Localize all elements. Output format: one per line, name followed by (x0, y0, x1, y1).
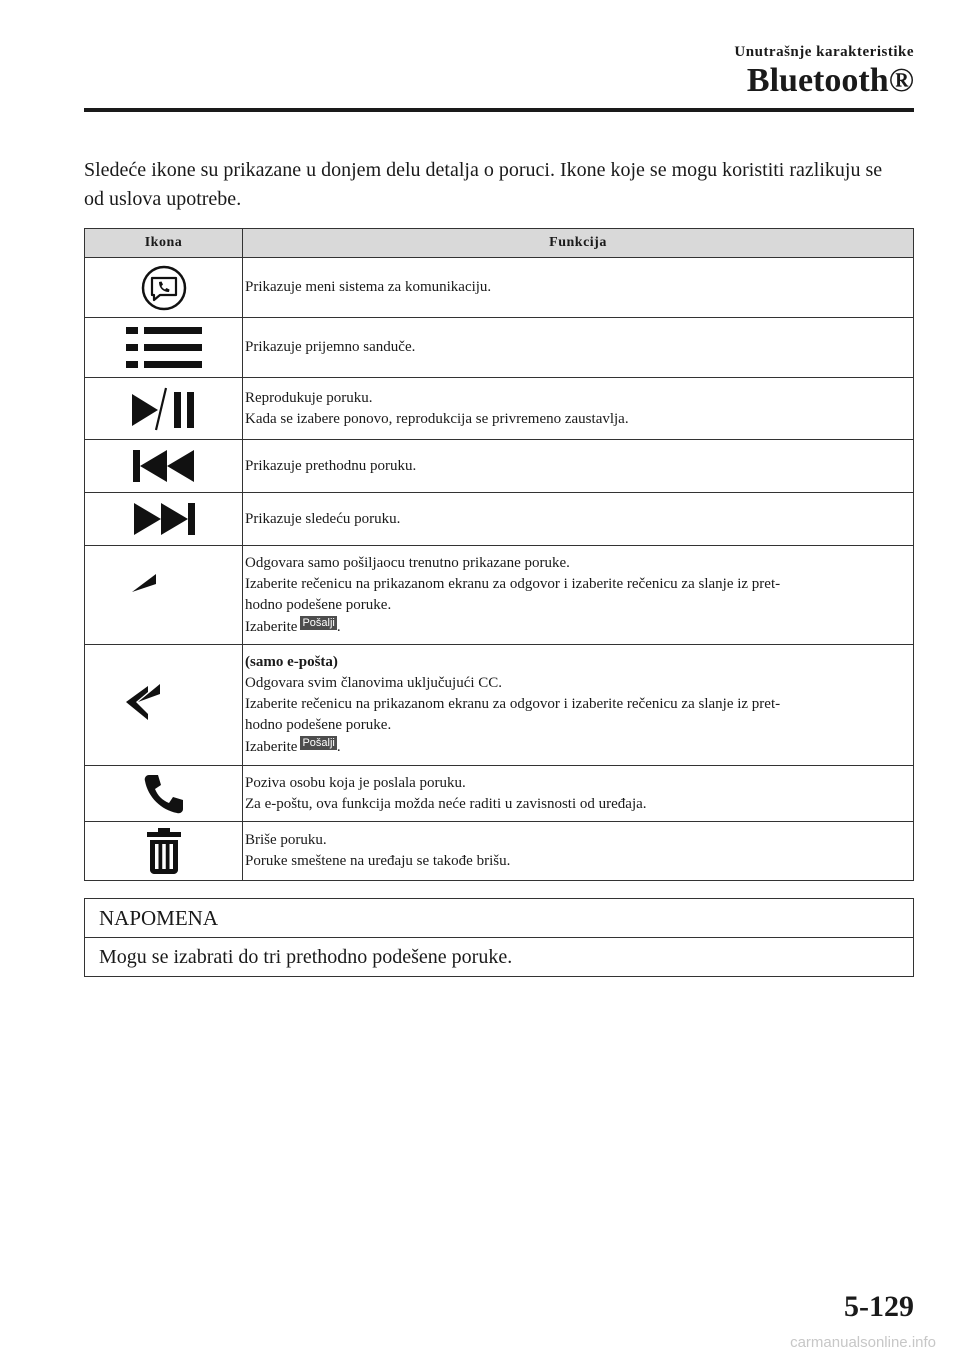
previous-icon (85, 446, 242, 486)
function-text: Reprodukuje poruku. (245, 389, 373, 406)
select-prefix: Izaberite (245, 739, 298, 755)
function-text: Prikazuje meni sistema za komunikaciju. (245, 279, 492, 295)
section-label: Unutrašnje karakteristike (734, 44, 914, 60)
page-title: Bluetooth® (746, 62, 914, 99)
page-number: 5-129 (844, 1290, 914, 1323)
function-text: hodno podešene poruke. (245, 596, 392, 613)
column-header-function: Funkcija (243, 229, 914, 258)
table-row (85, 258, 914, 318)
table-cell-icon (85, 645, 243, 766)
function-text: Odgovara samo pošiljaocu trenutno prikazane poruke. (245, 554, 570, 571)
table-cell-icon (85, 318, 243, 378)
table-cell-icon (85, 493, 243, 546)
function-text: hodno podešene poruke. (245, 717, 392, 733)
table-row (85, 766, 914, 822)
function-text: Prikazuje prijemno sanduče. (245, 339, 416, 355)
select-suffix: . (336, 739, 341, 755)
note-box (84, 898, 914, 977)
intro-paragraph: Sledeće ikone su prikazane u donjem delu detalja o poruci. Ikone koje se mogu koristiti razlikuju se od uslova upotrebe. (84, 159, 883, 210)
header-divider (84, 108, 914, 112)
note-title: NAPOMENA (85, 899, 913, 938)
function-text: Za e-poštu, ova funkcija možda neće raditi u zavisnosti od uređaja. (245, 795, 647, 812)
table-cell-function (243, 378, 914, 440)
next-icon (85, 499, 242, 539)
function-text: Odgovara svim članovima uključujući CC. (245, 675, 503, 691)
reply-all-icon (85, 680, 242, 730)
function-text: Briše poruku. (245, 832, 327, 848)
table-cell-function (243, 258, 914, 318)
table-cell-function (243, 645, 914, 766)
note-body: Mogu se izabrati do tri prethodno podešene poruke. (99, 946, 513, 968)
function-text: Kada se izabere ponovo, reprodukcija se privremeno zaustavlja. (245, 410, 629, 427)
column-header-icon: Ikona (85, 229, 243, 258)
function-text: Prikazuje prethodnu poruku. (245, 457, 417, 474)
table-cell-icon (85, 258, 243, 318)
table-header-row (85, 229, 914, 258)
select-prefix: Izaberite (245, 618, 298, 635)
communication-menu-icon (85, 264, 242, 312)
table-cell-function (243, 822, 914, 881)
function-text: Poziva osobu koja je poslala poruku. (245, 774, 466, 791)
watermark: carmanualsonline.info (790, 1334, 936, 1351)
select-instruction (245, 616, 907, 638)
table-cell-function (243, 546, 914, 645)
table-row (85, 318, 914, 378)
select-suffix: . (336, 618, 341, 635)
table-cell-icon (85, 766, 243, 822)
table-cell-function (243, 440, 914, 493)
function-text: Izaberite rečenicu na prikazanom ekranu za odgovor i izaberite rečenicu za slanje iz pret- (245, 575, 781, 592)
icon-function-table (84, 228, 914, 881)
function-text: Prikazuje sledeću poruku. (245, 510, 401, 527)
table-cell-icon (85, 440, 243, 493)
table-row (85, 822, 914, 881)
play-pause-icon (85, 384, 242, 434)
phone-call-icon (85, 771, 242, 817)
table-cell-icon (85, 546, 243, 645)
table-row (85, 440, 914, 493)
function-text: Poruke smeštene na uređaju se takođe brišu. (245, 853, 511, 869)
trash-icon (85, 826, 242, 876)
select-instruction (245, 736, 907, 758)
table-cell-icon (85, 822, 243, 881)
send-button: Pošalji (302, 616, 335, 629)
table-cell-icon (85, 378, 243, 440)
table-cell-function (243, 493, 914, 546)
table-row (85, 493, 914, 546)
table-row (85, 546, 914, 645)
table-row (85, 378, 914, 440)
table-cell-function (243, 318, 914, 378)
function-text: Izaberite rečenicu na prikazanom ekranu za odgovor i izaberite rečenicu za slanje iz pret- (245, 696, 781, 712)
table-row (85, 645, 914, 766)
reply-icon (85, 570, 242, 620)
send-button: Pošalji (302, 737, 335, 749)
email-only-label: (samo e-pošta) (245, 654, 338, 670)
inbox-list-icon (85, 324, 242, 372)
table-cell-function (243, 766, 914, 822)
